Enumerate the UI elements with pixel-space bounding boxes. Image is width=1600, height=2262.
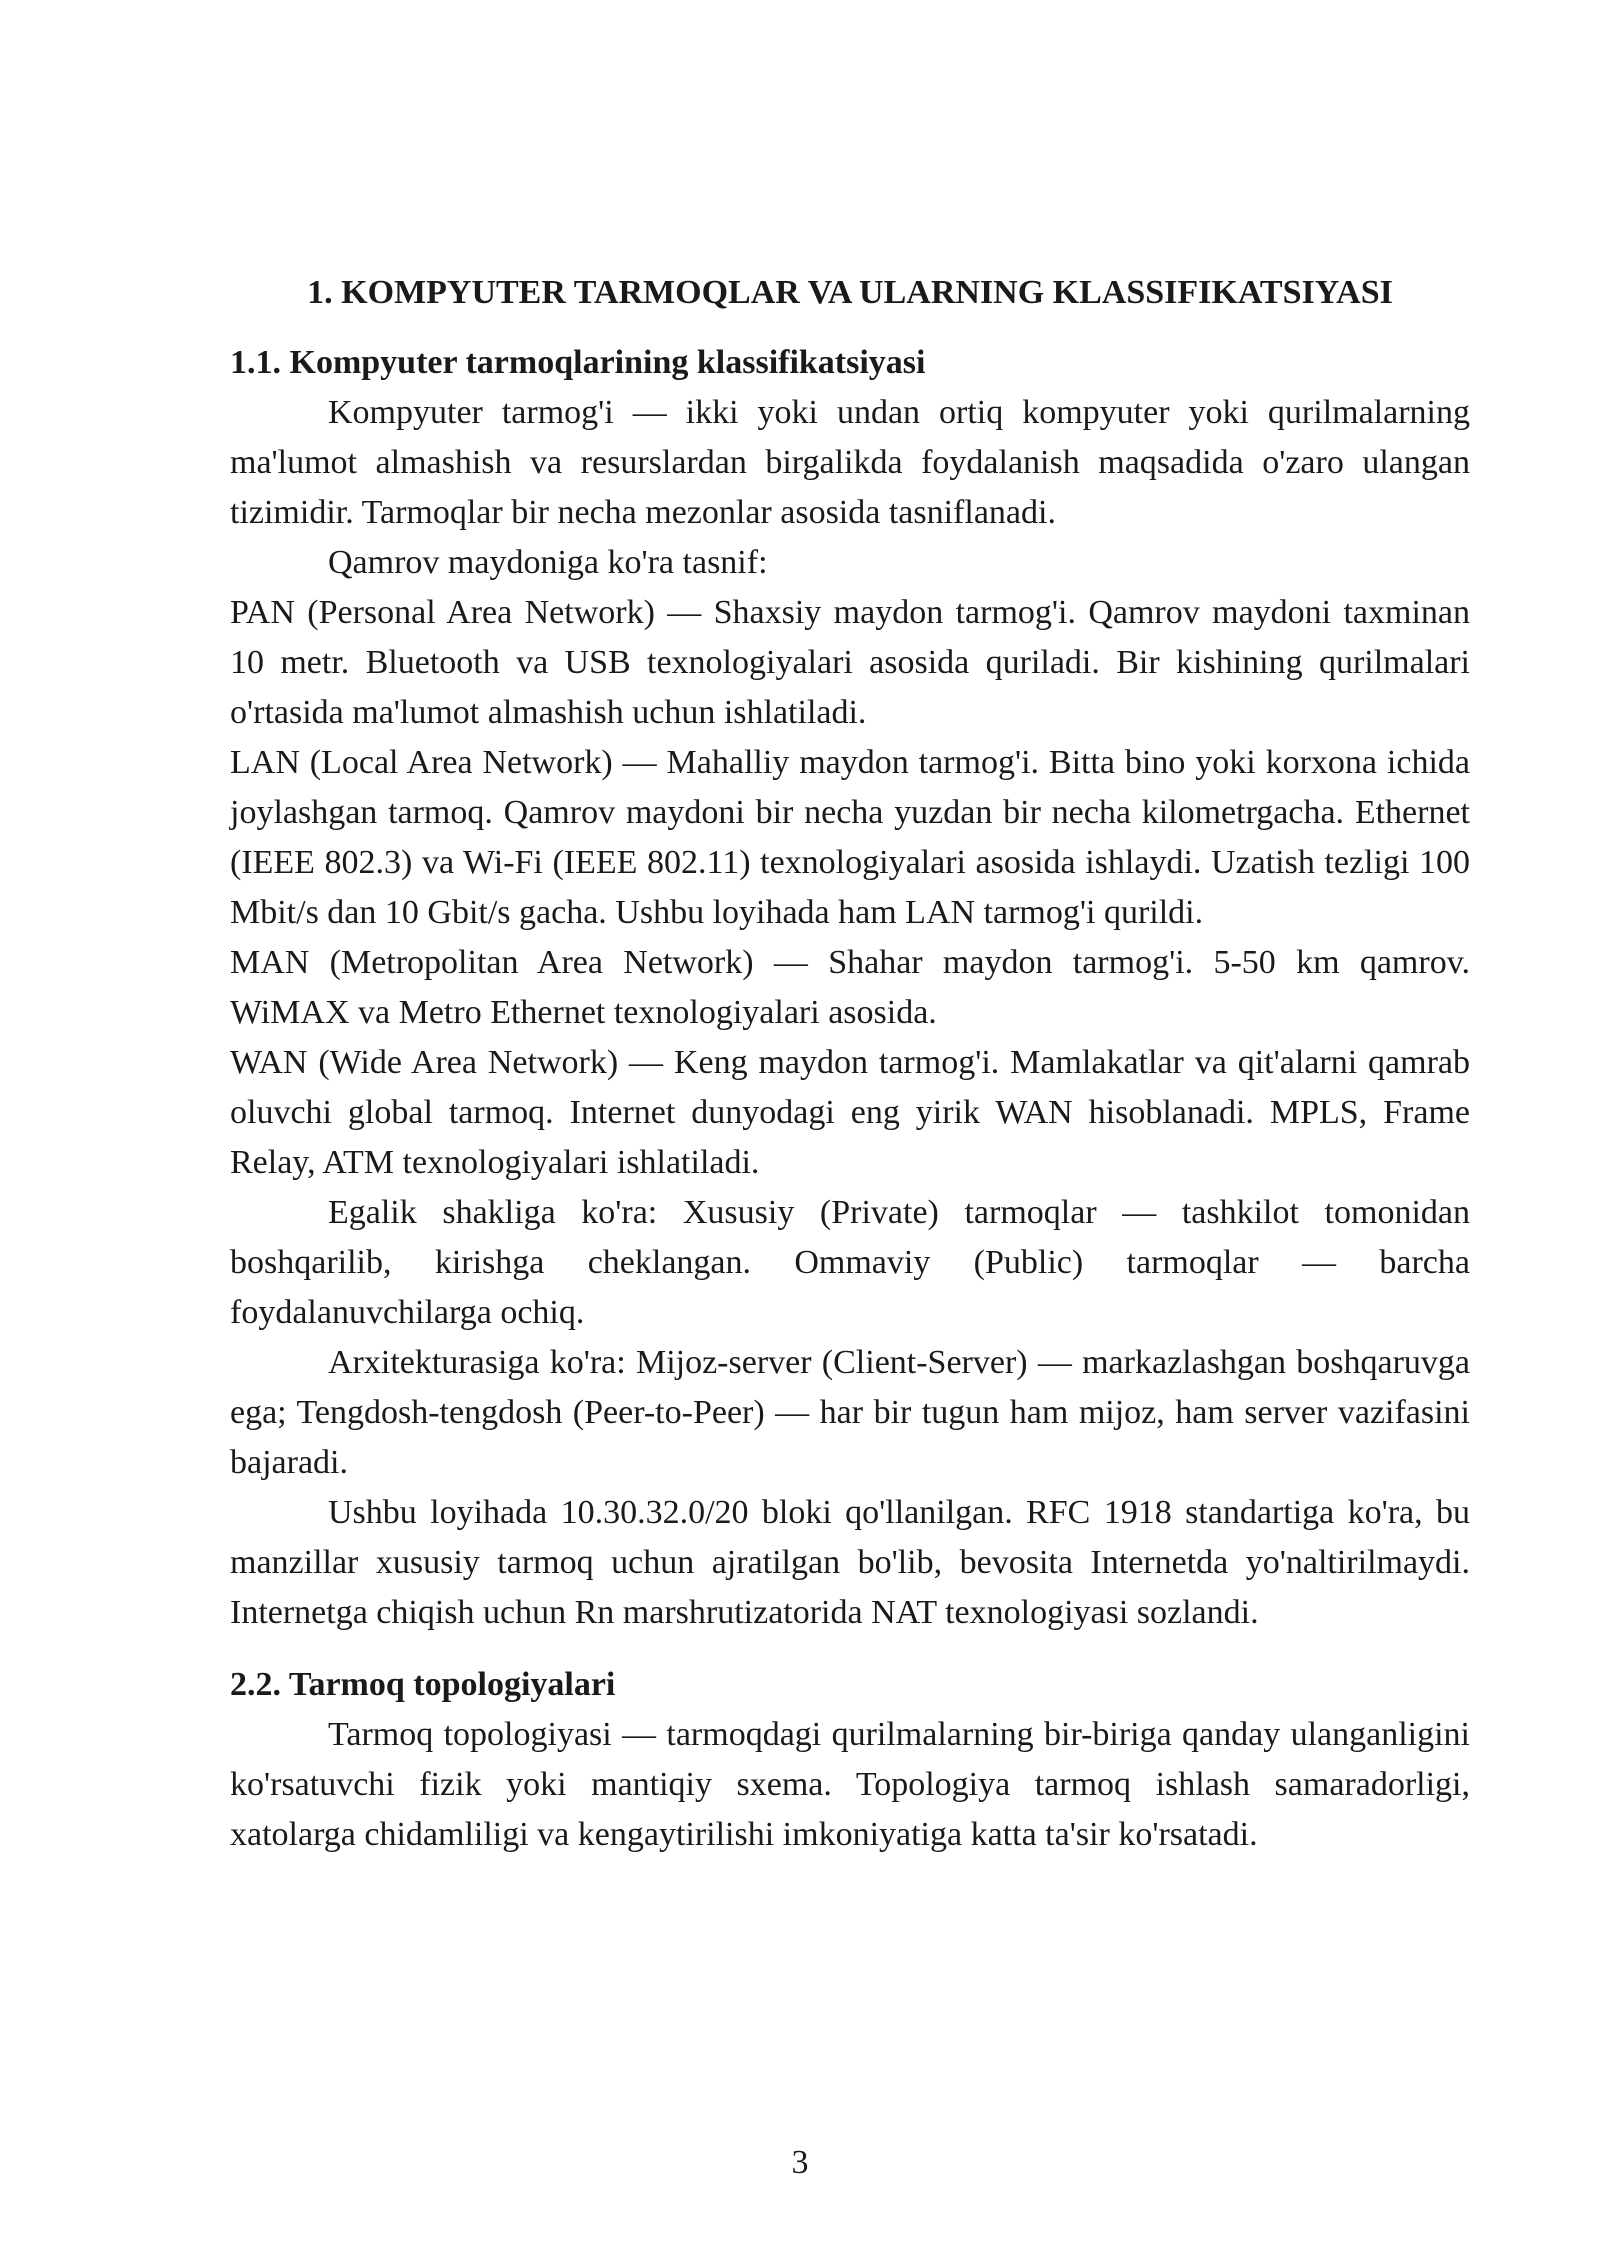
paragraph-ownership: Egalik shakliga ko'ra: Xususiy (Private) tarmoqlar — tashkilot tomonidan boshqarilib, kirishga cheklangan. Ommaviy (Public) tarmoqlar — barcha foydalanuvchilarga ochiq. bbox=[230, 1194, 1470, 1331]
paragraph-lan: LAN (Local Area Network) — Mahalliy maydon tarmog'i. Bitta bino yoki korxona ichida joylashgan tarmoq. Qamrov maydoni bir necha yuzdan bir necha kilometrgacha. Ethernet (IEEE 802.3) va Wi-Fi (IEEE 802.11) texnologiyalari asosida ishlaydi. Uzatish tezligi 100 Mbit/s dan 10 Gbit/s gacha. Ushbu loyihada ham LAN tarmog'i qurildi. bbox=[230, 744, 1470, 931]
paragraph-man: MAN (Metropolitan Area Network) — Shahar maydon tarmog'i. 5-50 km qamrov. WiMAX va Metro Ethernet texnologiyalari asosida. bbox=[230, 944, 1470, 1031]
paragraph-wan: WAN (Wide Area Network) — Keng maydon tarmog'i. Mamlakatlar va qit'alarni qamrab oluvchi global tarmoq. Internet dunyodagi eng yirik WAN hisoblanadi. MPLS, Frame Relay, ATM texnologiyalari ishlatiladi. bbox=[230, 1044, 1470, 1181]
paragraph-topology-definition: Tarmoq topologiyasi — tarmoqdagi qurilmalarning bir-biriga qanday ulanganligini ko'rsatuvchi fizik yoki mantiqiy sxema. Topologiya tarmoq ishlash samaradorligi, xatolarga chidamliligi va kengaytirilishi imkoniyatiga katta ta'sir ko'rsatadi. bbox=[230, 1716, 1470, 1853]
document-page bbox=[230, 268, 1470, 1860]
page-number: 3 bbox=[791, 2144, 809, 2181]
section-title-1-1: 1.1. Kompyuter tarmoqlarining klassifikatsiyasi bbox=[230, 344, 926, 381]
paragraph-pan: PAN (Personal Area Network) — Shaxsiy maydon tarmog'i. Qamrov maydoni taxminan 10 metr. Bluetooth va USB texnologiyalari asosida quriladi. Bir kishining qurilmalari o'rtasida ma'lumot almashish uchun ishlatiladi. bbox=[230, 594, 1470, 731]
paragraph-address-block: Ushbu loyihada 10.30.32.0/20 bloki qo'llanilgan. RFC 1918 standartiga ko'ra, bu manzillar xususiy tarmoq uchun ajratilgan bo'lib, bevosita Internetda yo'naltirilmaydi. Internetga chiqish uchun Rn marshrutizatorida NAT texnologiyasi sozlandi. bbox=[230, 1494, 1470, 1631]
paragraph-coverage-heading: Qamrov maydoniga ko'ra tasnif: bbox=[328, 544, 768, 581]
chapter-title: 1. KOMPYUTER TARMOQLAR VA ULARNING KLASSIFIKATSIYASI bbox=[307, 274, 1393, 311]
paragraph-architecture: Arxitekturasiga ko'ra: Mijoz-server (Client-Server) — markazlashgan boshqaruvga ega; Tengdosh-tengdosh (Peer-to-Peer) — har bir tugun ham mijoz, ham server vazifasini bajaradi. bbox=[230, 1344, 1470, 1481]
section-title-2-2: 2.2. Tarmoq topologiyalari bbox=[230, 1666, 616, 1703]
paragraph-network-definition: Kompyuter tarmog'i — ikki yoki undan ortiq kompyuter yoki qurilmalarning ma'lumot almashish va resurslardan birgalikda foydalanish maqsadida o'zaro ulangan tizimidir. Tarmoqlar bir necha mezonlar asosida tasniflanadi. bbox=[230, 394, 1470, 531]
